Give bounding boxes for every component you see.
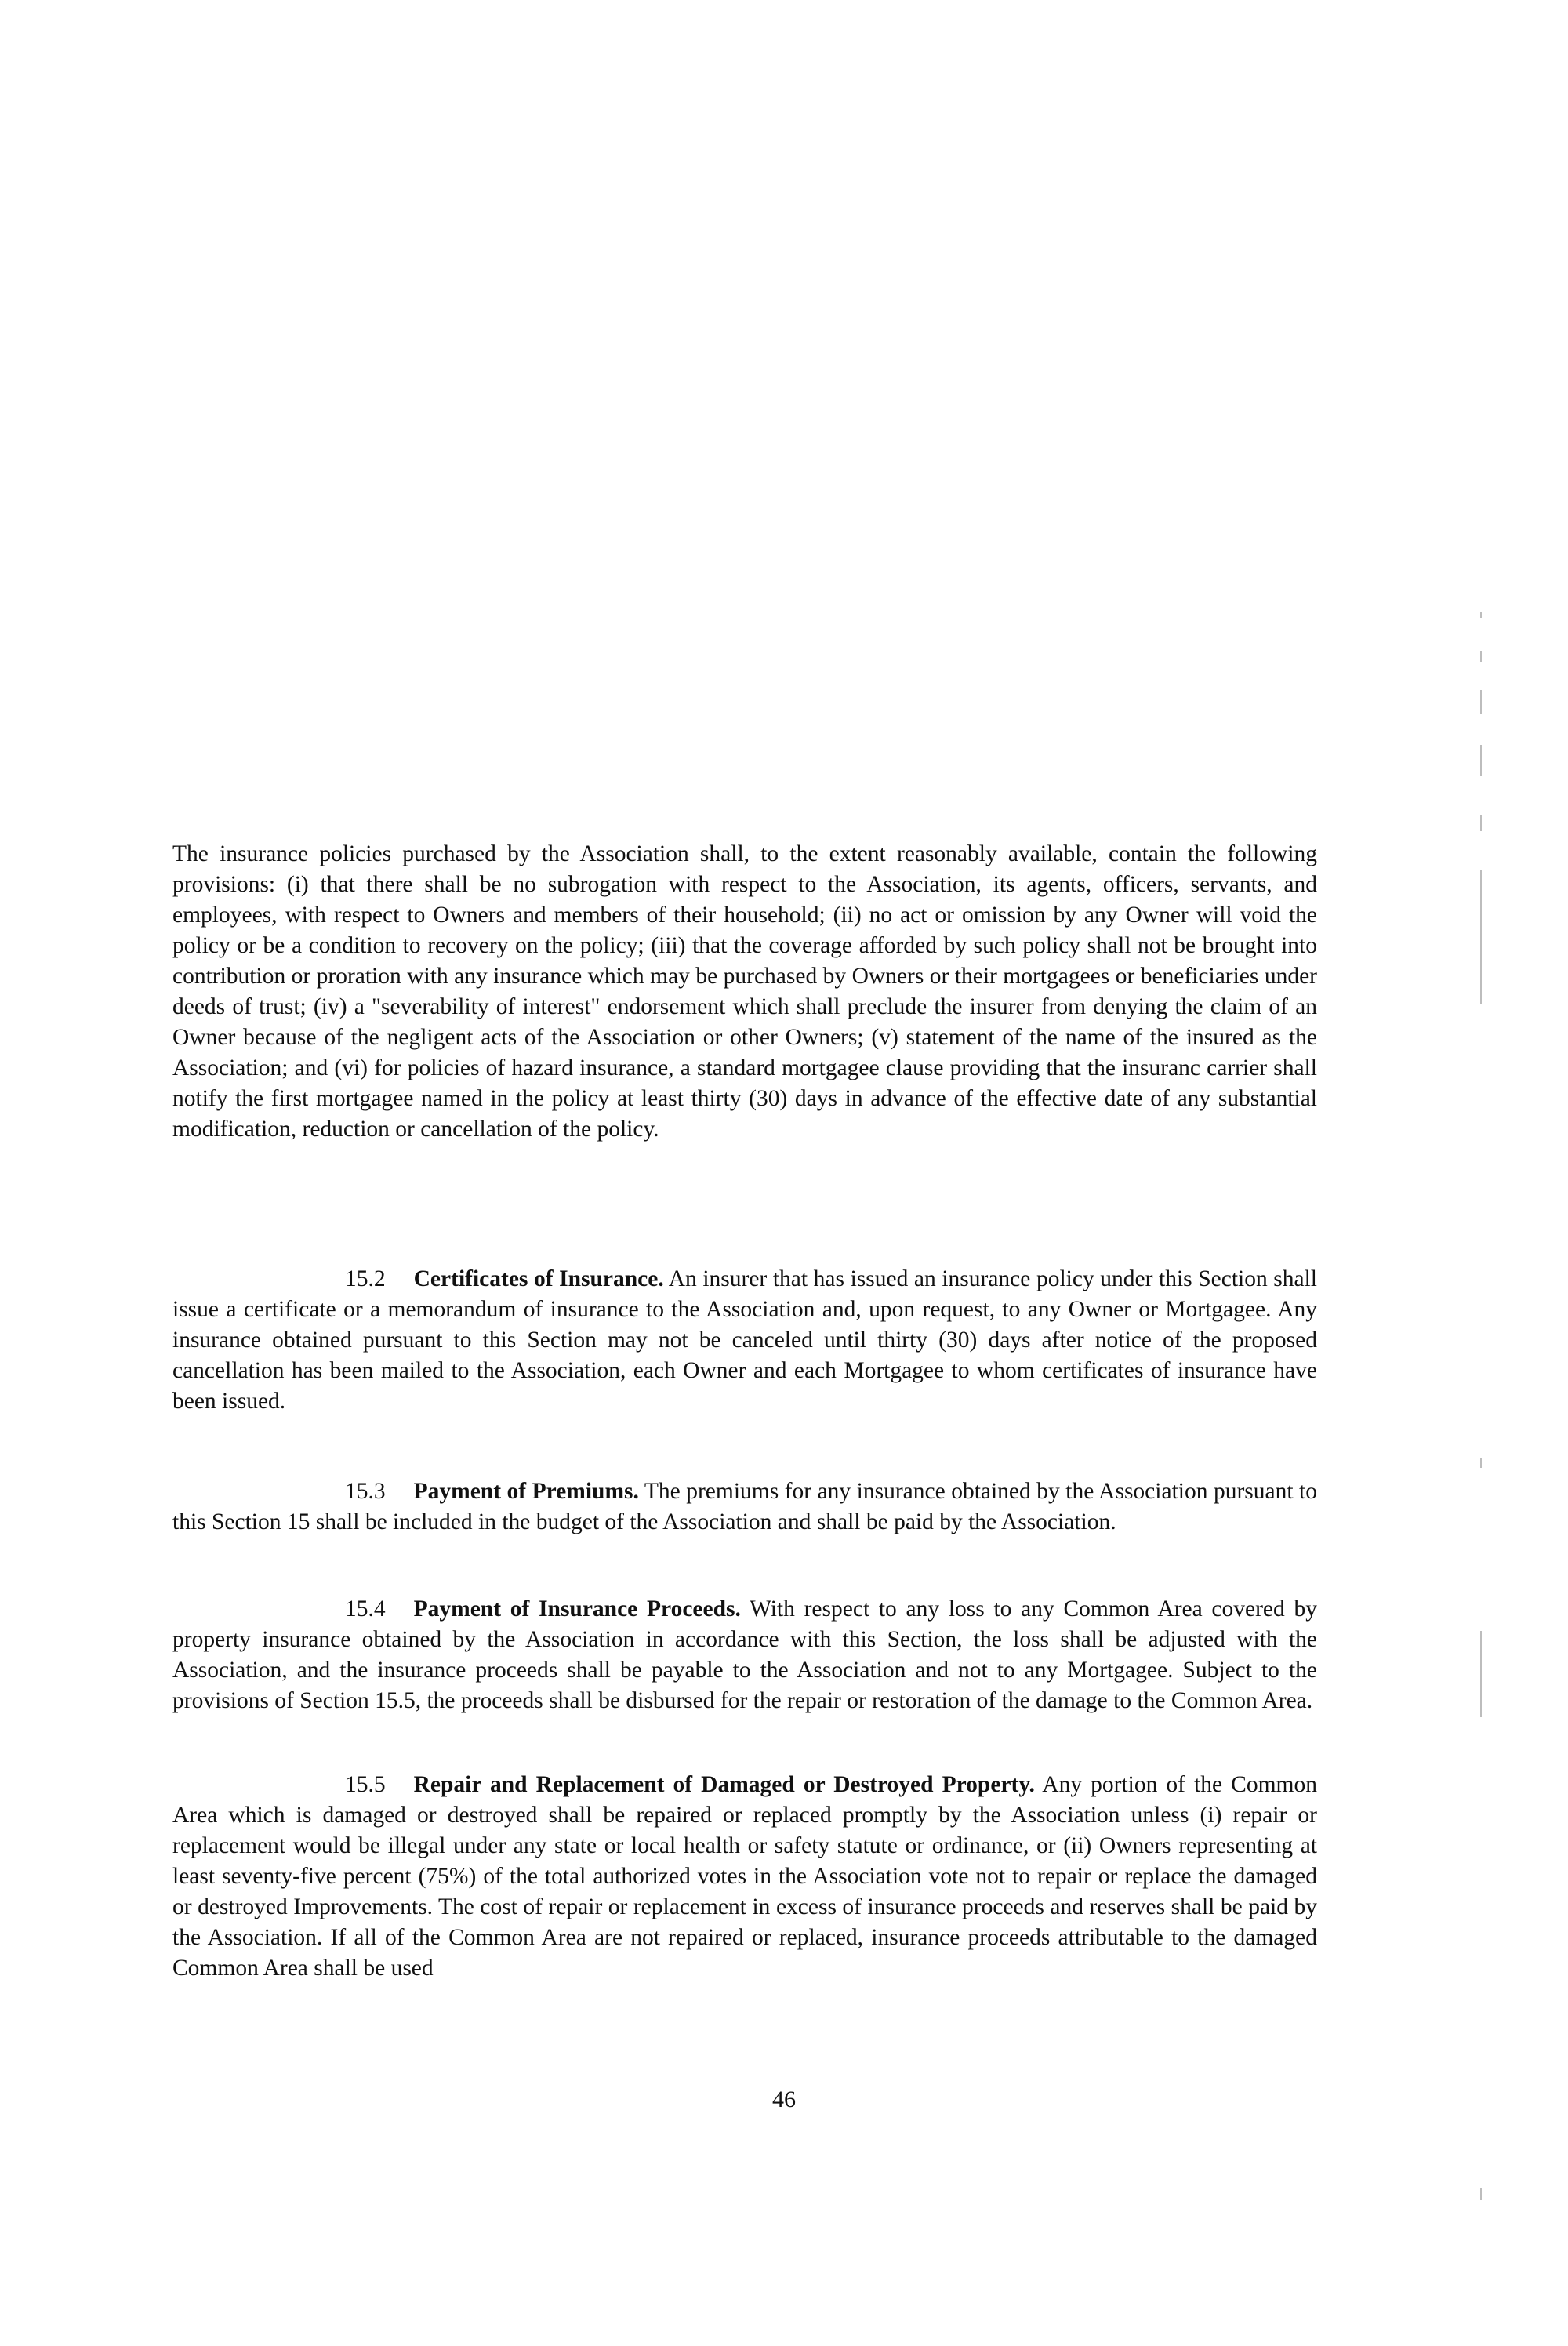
scan-artifact bbox=[1480, 745, 1482, 776]
section-number: 15.2 bbox=[345, 1266, 386, 1291]
section-body: The premiums for any insurance obtained by the Association pursuant to this Section 15 shall be included in the budget of the Association and shall be paid by the Association. bbox=[172, 1479, 1317, 1534]
section-title: Certificates of Insurance. bbox=[413, 1266, 664, 1291]
page-number: 46 bbox=[772, 2086, 796, 2112]
scan-artifact bbox=[1480, 1458, 1482, 1468]
section-number: 15.4 bbox=[345, 1596, 386, 1622]
section-title: Repair and Replacement of Damaged or Destroyed Property. bbox=[413, 1772, 1035, 1797]
scan-artifact bbox=[1480, 870, 1482, 1004]
section-title: Payment of Premiums. bbox=[413, 1479, 639, 1504]
section-15-4 bbox=[172, 1594, 1317, 1716]
scan-artifact bbox=[1480, 651, 1482, 662]
section-15-5 bbox=[172, 1770, 1317, 1984]
scan-artifact bbox=[1480, 815, 1482, 831]
section-body: Any portion of the Common Area which is damaged or destroyed shall be repaired or replaced promptly by the Association unless (i) repair or replacement would be illegal under any state or local health or safety statute or ordinance, or (ii) Owners representing at least seventy-five percent (75%) of the total authorized votes in the Association vote not to repair or replace the damaged or destroyed Improvements. The cost of repair or replacement in excess of insurance proceeds and reserves shall be paid by the Association. If all of the Common Area are not repaired or replaced, insurance proceeds attributable to the damaged Common Area shall be used bbox=[172, 1772, 1318, 1981]
section-15-3 bbox=[172, 1476, 1317, 1538]
scan-artifact bbox=[1480, 2188, 1482, 2200]
section-body: An insurer that has issued an insurance policy under this Section shall issue a certificate or a memorandum of insurance to the Association and, upon request, to any Owner or Mortgagee. Any insurance obtained pursuant to this Section may not be canceled until thirty (30) days after notice of the proposed cancellation has been mailed to the Association, each Owner and each Mortgagee to whom certificates of insurance have been issued. bbox=[172, 1266, 1318, 1414]
scan-artifact bbox=[1480, 612, 1482, 618]
section-body: With respect to any loss to any Common Area covered by property insurance obtained by the Association in accordance with this Section, the loss shall be adjusted with the Association, and the insurance proceeds shall be payable to the Association and not to any Mortgagee. Subject to the provisions of Section 15.5, the proceeds shall be disbursed for the repair or restoration of the damage to the Common Area. bbox=[172, 1596, 1318, 1713]
section-number: 15.3 bbox=[345, 1479, 386, 1504]
section-title: Payment of Insurance Proceeds. bbox=[413, 1596, 741, 1622]
scan-artifact bbox=[1480, 1631, 1482, 1717]
scan-artifact bbox=[1480, 690, 1482, 714]
intro-paragraph: The insurance policies purchased by the Association shall, to the extent reasonably available, contain the following provisions: (i) that there shall be no subrogation with respect to the Association, its agents, officers, servants, and employees, with respect to Owners and members of their household; (ii) no act or omission by any Owner will void the policy or be a condition to recovery on the policy; (iii) that the coverage afforded by such policy shall not be brought into contribution or proration with any insurance which may be purchased by Owners or their mortgagees or beneficiaries under deeds of trust; (iv) a "severability of interest" endorsement which shall preclude the insurer from denying the claim of an Owner because of the negligent acts of the Association or other Owners; (v) statement of the name of the insured as the Association; and (vi) for policies of hazard insurance, a standard mortgagee clause providing that the insuranc carrier shall notify the first mortgagee named in the policy at least thirty (30) days in advance of the effective date of any substantial modification, reduction or cancellation of the policy. bbox=[172, 841, 1317, 1142]
section-15-2 bbox=[172, 1264, 1317, 1417]
section-number: 15.5 bbox=[345, 1772, 386, 1797]
